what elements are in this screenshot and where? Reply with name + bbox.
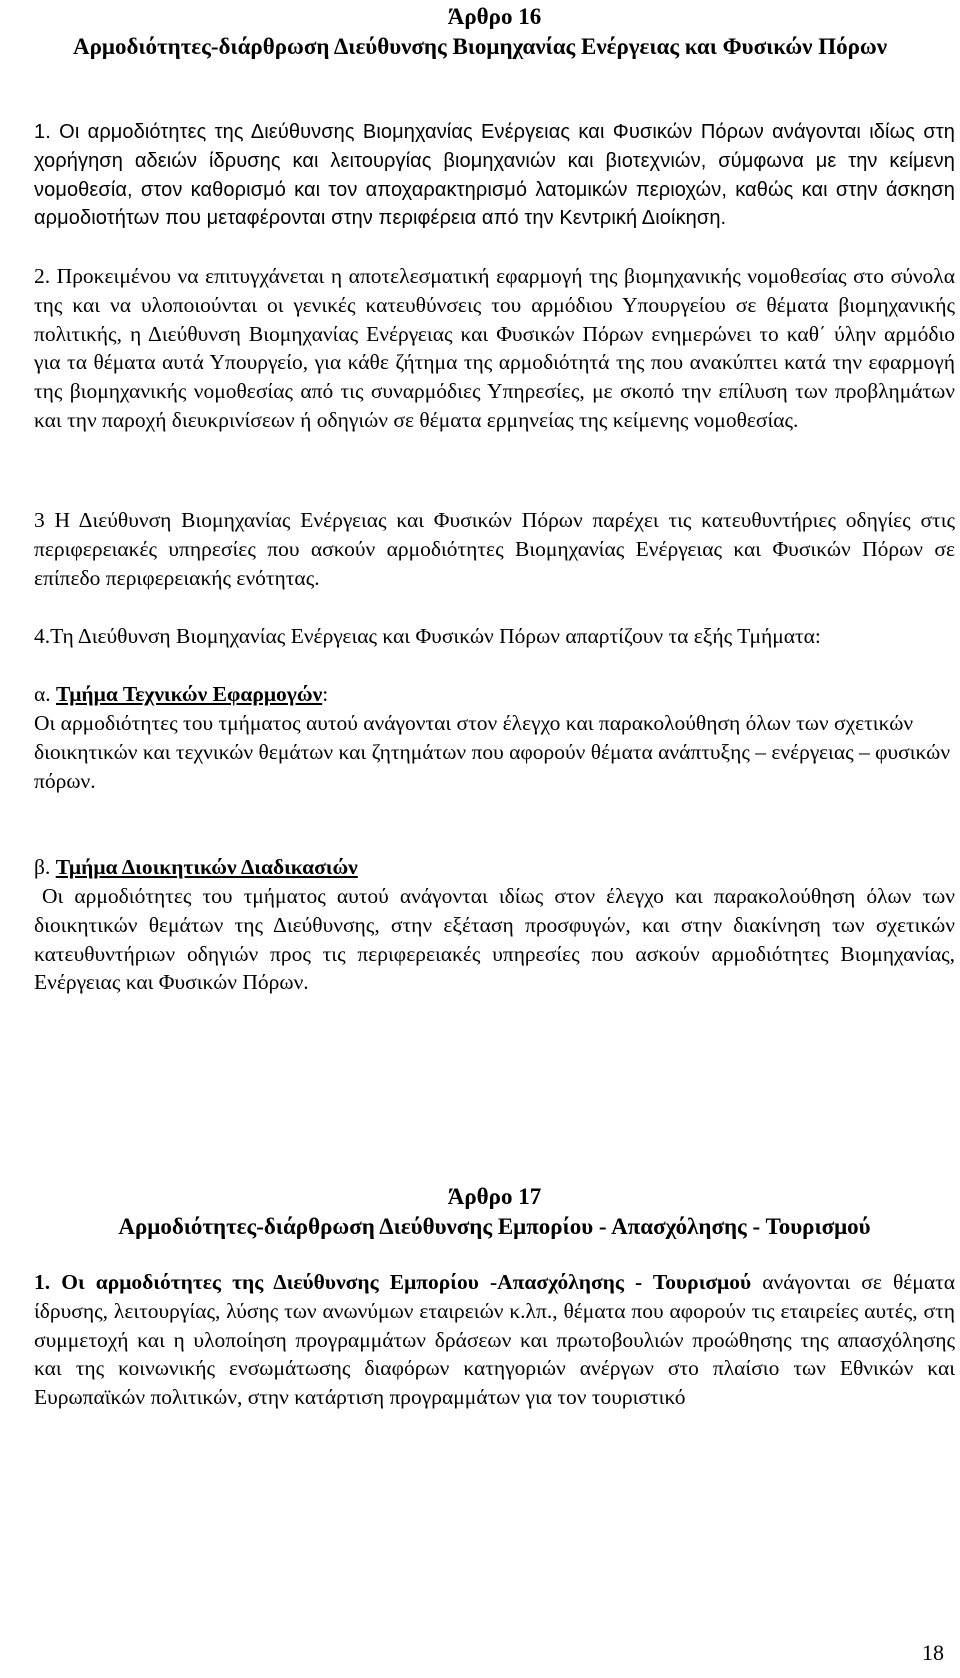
section-a-letter: α. <box>34 682 57 706</box>
article-17-subtitle: Αρμοδιότητες-διάρθρωση Διεύθυνσης Εμπορίου - Απασχόλησης - Τουρισμού <box>118 1214 871 1239</box>
article-16-subtitle: Αρμοδιότητες-διάρθρωση Διεύθυνσης Βιομηχανίας Ενέργειας και Φυσικών Πόρων <box>73 34 887 59</box>
section-a-name: Τμήμα Τεχνικών Εφαρμογών <box>56 682 323 706</box>
section-a-colon: : <box>322 682 329 706</box>
article-16-paragraph-3: 3 Η Διεύθυνση Βιομηχανίας Ενέργειας και Φυσικών Πόρων παρέχει τις κατευθυντήριες οδηγίες στις περιφερειακές υπηρεσίες που ασκούν αρμοδιότητες Βιομηχανίας Ενέργειας και Φυσικών Πόρων σε επίπεδο περιφερειακής ενότητας. <box>34 508 955 590</box>
section-b-heading <box>34 853 955 882</box>
section-a-heading <box>34 680 955 709</box>
article-16-paragraph-2: 2. Προκειμένου να επιτυγχάνεται η αποτελεσματική εφαρμογή της βιομηχανικής νομοθεσίας στο σύνολα της και να υλοποιούνται οι γενικές κατευθύνσεις του αρμόδιου Υπουργείου σε θέματα βιομηχανικής πολιτικής, η Διεύθυνση Βιομηχανίας Ενέργειας και Φυσικών Πόρων ενημερώνει το καθ΄ ύλην αρμόδιο για τα θέματα αυτά Υπουργείο, για κάθε ζήτημα της αρμοδιότητά της που ανακύπτει κατά την εφαρμογή της βιομηχανικής νομοθεσίας από τις συναρμόδιες Υπηρεσίες, με σκοπό την επίλυση των προβλημάτων και την παροχή διευκρινίσεων ή οδηγιών σε θέματα ερμηνείας της κείμενης νομοθεσίας. <box>34 264 955 432</box>
section-b-text: Οι αρμοδιότητες του τμήματος αυτού ανάγονται ιδίως στον έλεγχο και παρακολούθηση όλων των διοικητικών θεμάτων της Διεύθυνσης, στην εξέταση προσφυγών, και στην διακίνηση των σχετικών κατευθυντήριων οδηγιών προς τις περιφερειακές υπηρεσίες που ασκούν αρμοδιότητες Βιομηχανίας, Ενέργειας και Φυσικών Πόρων. <box>34 884 955 995</box>
article-17-paragraph-1-lead: 1. Οι αρμοδιότητες της Διεύθυνσης Εμπορίου -Απασχόλησης - Τουρισμού <box>34 1270 752 1294</box>
article-17-paragraph-1-body: ανάγονται σε θέματα ίδρυσης, λειτουργίας, λύσης των ανωνύμων εταιρειών κ.λπ., θέματα που αφορούν τις εταιρείες αυτές, στη συμμετοχή και η υλοποίηση προγραμμάτων δράσεων και πρωτοβουλιών προώθησης της απασχόλησης και της κοινωνικής ενσωμάτωσης διαφόρων κατηγοριών ανέργων στο πλαίσιο των Εθνικών και Ευρωπαϊκών πολιτικών, στην κατάρτιση προγραμμάτων για τον τουριστικό <box>34 1270 955 1410</box>
article-17-title: Άρθρο 17 <box>447 1184 542 1209</box>
article-16-paragraph-4: 4.Τη Διεύθυνση Βιομηχανίας Ενέργειας και Φυσικών Πόρων απαρτίζουν τα εξής Τμήματα: <box>34 624 821 648</box>
section-b-name: Τμήμα Διοικητικών Διαδικασιών <box>55 855 358 879</box>
article-17-paragraph-1 <box>34 1268 955 1412</box>
article-16-title: Άρθρο 16 <box>447 4 542 29</box>
section-b-letter: β. <box>34 855 56 879</box>
section-a-text: Οι αρμοδιότητες του τμήματος αυτού ανάγονται στον έλεγχο και παρακολούθηση όλων των σχετικών διοικητικών και τεχνικών θεμάτων και ζητημάτων που αφορούν θέματα ανάπτυξης – ενέργειας – φυσικών πόρων. <box>34 711 951 793</box>
page-number: 18 <box>922 1640 944 1665</box>
article-16-paragraph-1: 1. Οι αρμοδιότητες της Διεύθυνσης Βιομηχανίας Ενέργειας και Φυσικών Πόρων ανάγονται ιδίως στη χορήγηση αδειών ίδρυσης και λειτουργίας βιομηχανιών και βιοτεχνιών, σύμφωνα με την κείμενη νομοθεσία, στον καθορισμό και τον αποχαρακτηρισμό λατομικών περιοχών, καθώς και στην άσκηση αρμοδιοτήτων που μεταφέρονται στην περιφέρεια από την Κεντρική Διοίκηση. <box>34 121 955 230</box>
